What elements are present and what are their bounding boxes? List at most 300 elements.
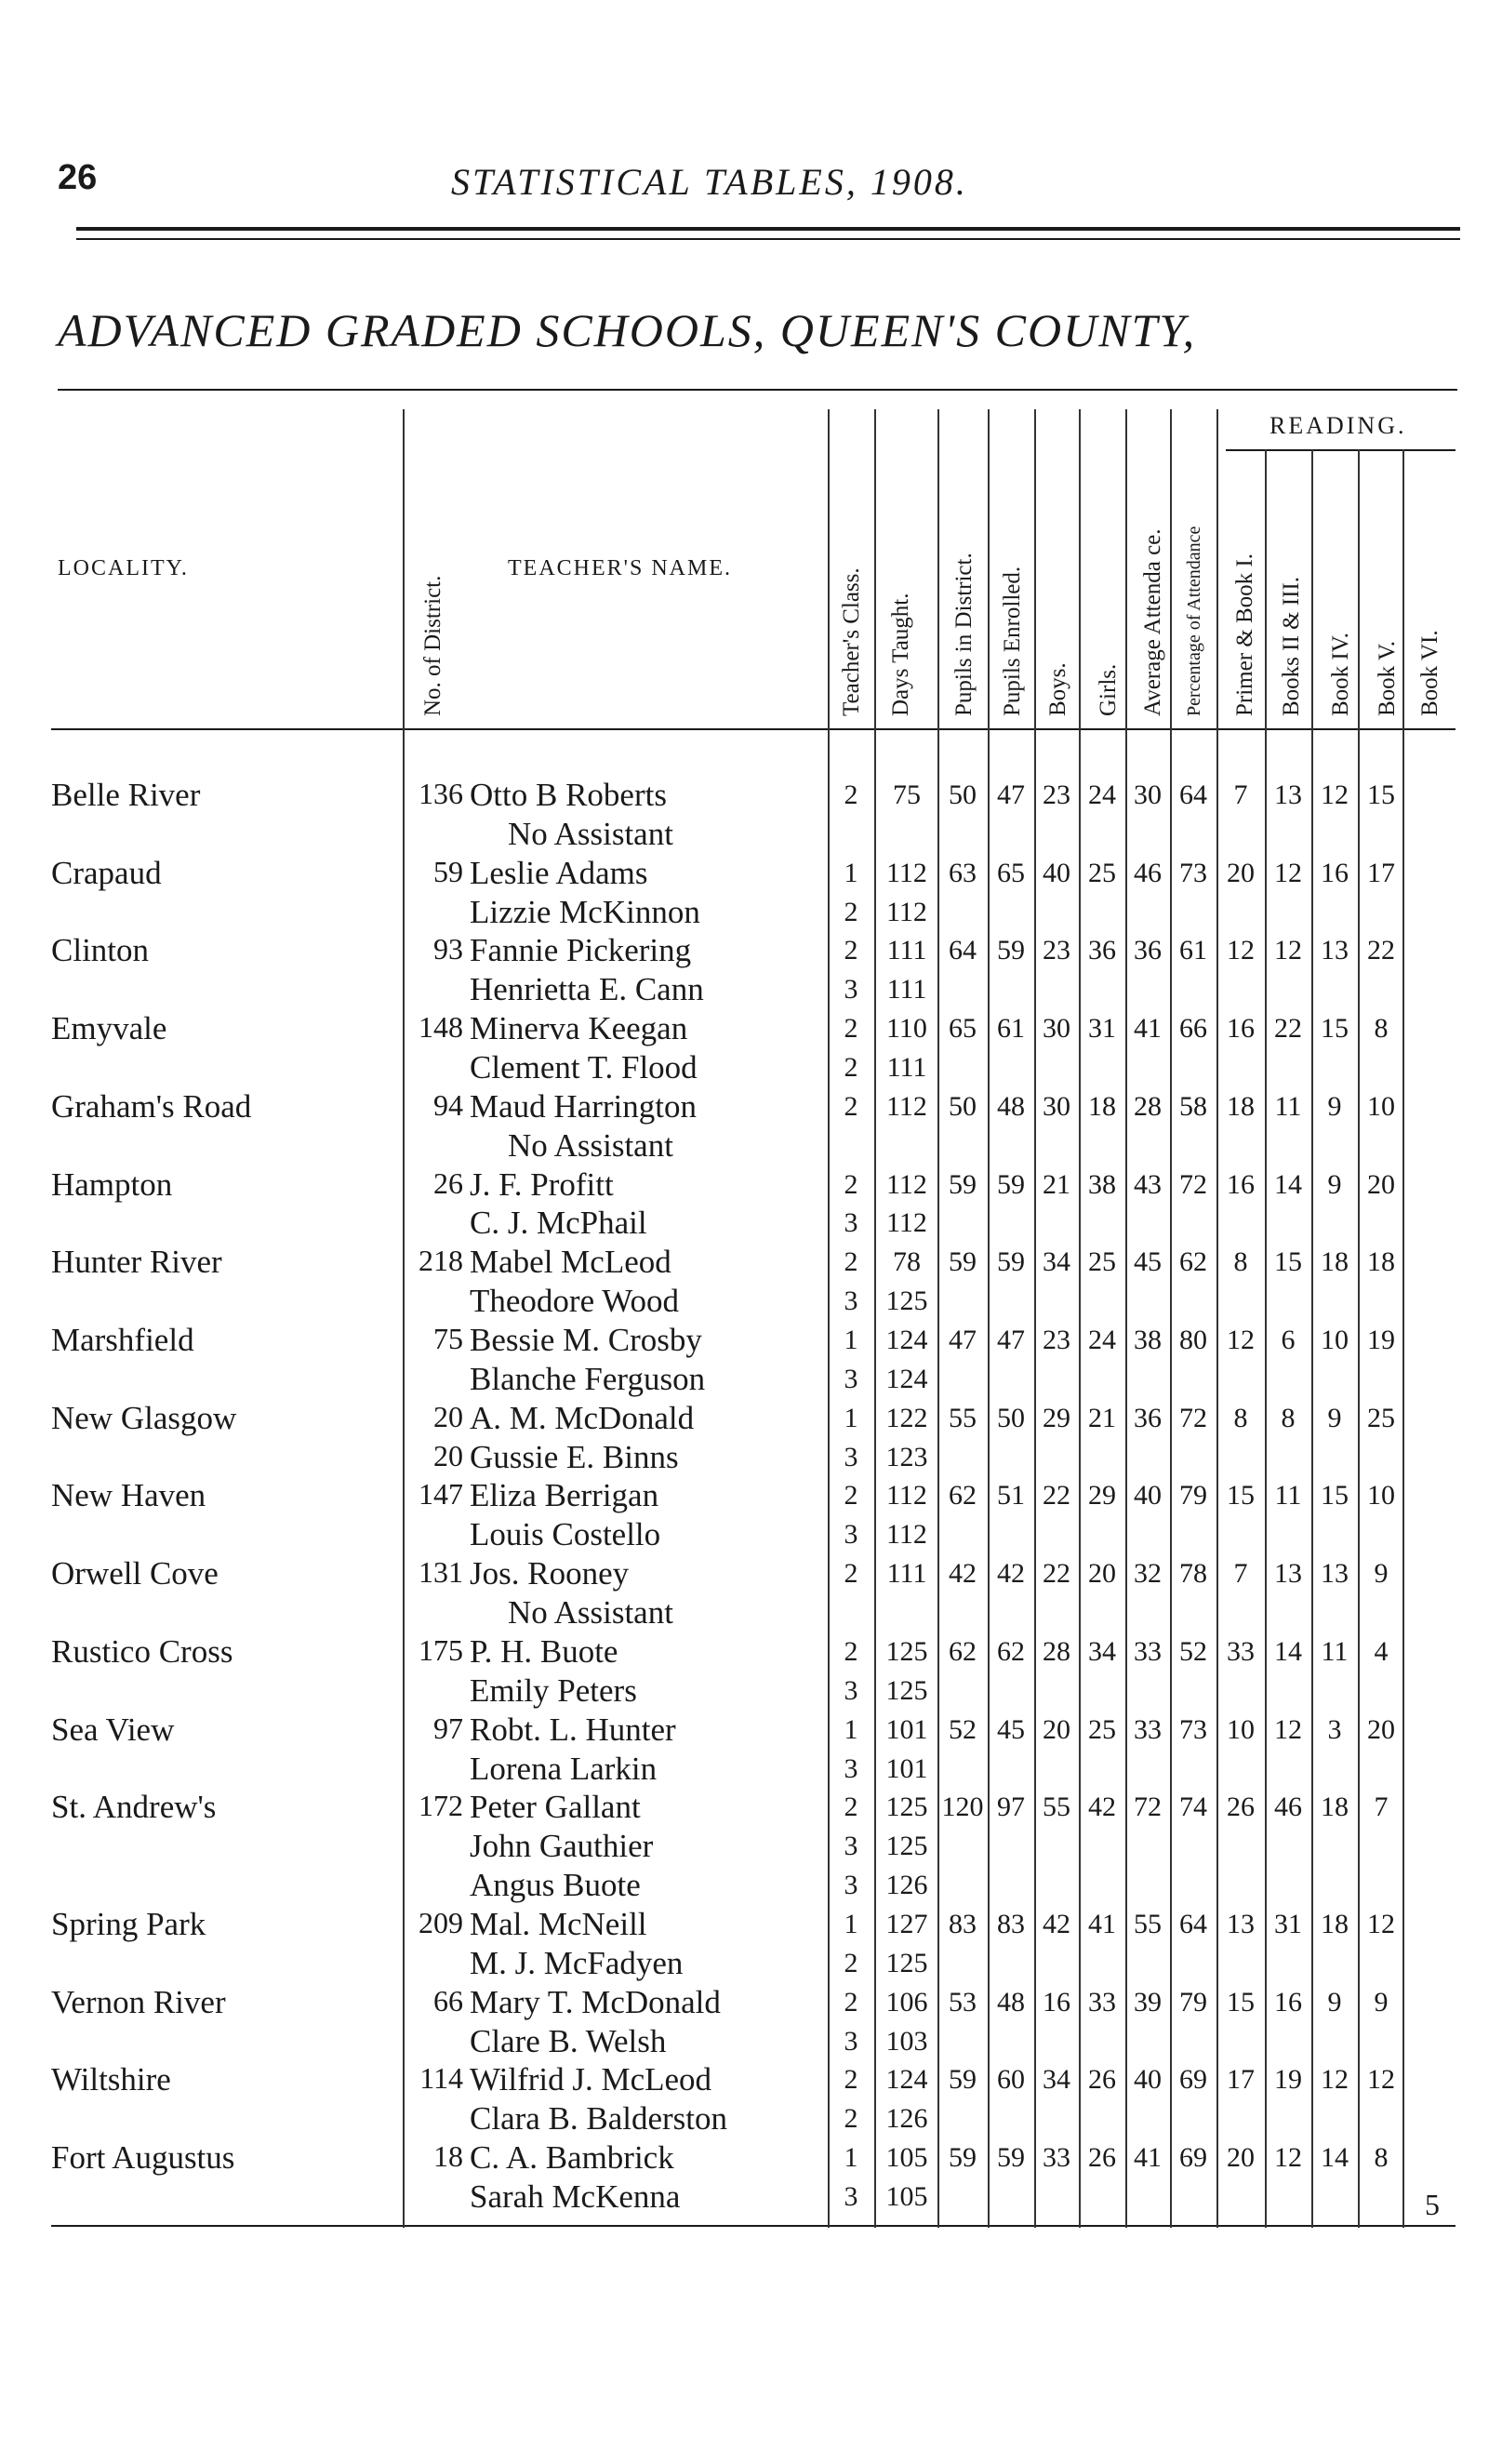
girls-cell: 25 — [1088, 1714, 1116, 1745]
district-cell: 20 — [433, 1400, 463, 1433]
b1-cell: 10 — [1227, 1714, 1255, 1745]
table-bottom-rule — [51, 2225, 1455, 2227]
pe-cell: 97 — [997, 1791, 1025, 1822]
cls-cell: 3 — [844, 1207, 858, 1238]
days-cell: 124 — [885, 2064, 928, 2095]
header-avg-attendance: Average Attenda ce. — [1140, 528, 1165, 716]
avg-cell: 28 — [1134, 1091, 1162, 1122]
boys-cell: 16 — [1043, 1987, 1070, 2018]
teacher-cell: C. A. Bambrick — [470, 2139, 674, 2176]
days-cell: 106 — [885, 1987, 928, 2018]
district-cell: 136 — [419, 777, 463, 810]
pd-cell: 59 — [949, 1246, 977, 1277]
b1-cell: 12 — [1227, 935, 1255, 966]
pe-cell: 48 — [997, 1091, 1025, 1122]
header-boys: Boys. — [1045, 662, 1070, 716]
teacher-cell: Henrietta E. Cann — [470, 971, 704, 1007]
locality-cell: New Haven — [51, 1477, 206, 1513]
boys-cell: 20 — [1043, 1714, 1070, 1745]
days-cell: 125 — [885, 1831, 928, 1861]
teacher-cell: Clara B. Balderston — [470, 2100, 728, 2137]
b1-cell: 18 — [1227, 1091, 1255, 1122]
pct-cell: 52 — [1179, 1636, 1207, 1667]
pct-cell: 69 — [1179, 2142, 1207, 2173]
avg-cell: 72 — [1134, 1791, 1162, 1822]
cls-cell: 1 — [844, 1403, 858, 1433]
teacher-cell: Emily Peters — [470, 1672, 637, 1709]
pd-cell: 62 — [949, 1480, 977, 1511]
locality-cell: Rustico Cross — [51, 1633, 233, 1670]
teacher-cell: Clare B. Welsh — [470, 2023, 667, 2059]
days-cell: 111 — [886, 935, 927, 966]
b1-cell: 15 — [1227, 1987, 1255, 2018]
header-book-5: Book V. — [1375, 640, 1400, 716]
header-pct-attendance: Percentage of Attendance — [1184, 526, 1204, 716]
double-rule-top — [76, 227, 1460, 231]
reading-rule — [1226, 449, 1455, 451]
table-title: ADVANCED GRADED SCHOOLS, QUEEN'S COUNTY, — [58, 304, 1197, 356]
cls-cell: 2 — [844, 1636, 858, 1667]
b5-cell: 10 — [1367, 1480, 1395, 1511]
pd-cell: 63 — [949, 858, 977, 888]
pct-cell: 79 — [1179, 1480, 1207, 1511]
b1-cell: 20 — [1227, 2142, 1255, 2173]
avg-cell: 55 — [1134, 1909, 1162, 1939]
b23-cell: 11 — [1274, 1480, 1302, 1511]
header-teacher: TEACHER'S NAME. — [508, 556, 732, 580]
district-cell: 66 — [433, 1984, 463, 2018]
days-cell: 112 — [886, 1480, 927, 1511]
pe-cell: 59 — [997, 1246, 1025, 1277]
b5-cell: 8 — [1374, 1013, 1389, 1044]
teacher-cell: No Assistant — [508, 1127, 673, 1164]
district-cell: 20 — [433, 1439, 463, 1472]
pe-cell: 62 — [997, 1636, 1025, 1667]
teacher-cell: Bessie M. Crosby — [470, 1322, 702, 1358]
cls-cell: 1 — [844, 2142, 858, 2173]
cls-cell: 2 — [844, 1948, 858, 1978]
locality-cell: Vernon River — [51, 1984, 226, 2020]
days-cell: 75 — [893, 779, 921, 810]
locality-cell: Spring Park — [51, 1906, 206, 1942]
b4-cell: 9 — [1327, 1169, 1342, 1200]
district-cell: 97 — [433, 1711, 463, 1745]
cls-cell: 1 — [844, 858, 858, 888]
b5-cell: 12 — [1367, 1909, 1395, 1939]
avg-cell: 39 — [1134, 1987, 1162, 2018]
teacher-cell: Eliza Berrigan — [470, 1477, 659, 1513]
b23-cell: 12 — [1274, 935, 1302, 966]
cls-cell: 2 — [844, 1558, 858, 1589]
b5-cell: 17 — [1367, 858, 1395, 888]
avg-cell: 40 — [1134, 1480, 1162, 1511]
header-reading: READING. — [1269, 412, 1407, 439]
cls-cell: 2 — [844, 1169, 858, 1200]
teacher-cell: Angus Buote — [470, 1867, 641, 1903]
b23-cell: 12 — [1274, 1714, 1302, 1745]
b23-cell: 12 — [1274, 858, 1302, 888]
teacher-cell: Blanche Ferguson — [470, 1361, 706, 1397]
b1-cell: 16 — [1227, 1169, 1255, 1200]
teacher-cell: Mabel McLeod — [470, 1244, 671, 1280]
teacher-cell: C. J. McPhail — [470, 1205, 647, 1241]
teacher-cell: J. F. Profitt — [470, 1166, 614, 1203]
pe-cell: 61 — [997, 1013, 1025, 1044]
b23-cell: 19 — [1274, 2064, 1302, 2095]
b5-cell: 22 — [1367, 935, 1395, 966]
b5-cell: 9 — [1374, 1987, 1389, 2018]
b23-cell: 14 — [1274, 1169, 1302, 1200]
locality-cell: Marshfield — [51, 1322, 194, 1358]
avg-cell: 36 — [1134, 935, 1162, 966]
pct-cell: 74 — [1179, 1791, 1207, 1822]
district-cell: 172 — [419, 1789, 463, 1822]
teacher-cell: Leslie Adams — [470, 855, 648, 891]
pd-cell: 83 — [949, 1909, 977, 1939]
teacher-cell: Gussie E. Binns — [470, 1439, 679, 1475]
b4-cell: 3 — [1327, 1714, 1342, 1745]
locality-cell: New Glasgow — [51, 1400, 237, 1436]
b4-cell: 18 — [1321, 1791, 1349, 1822]
pd-cell: 50 — [949, 1091, 977, 1122]
district-cell: 59 — [433, 855, 463, 888]
b1-cell: 26 — [1227, 1791, 1255, 1822]
cls-cell: 2 — [844, 779, 858, 810]
district-cell: 147 — [419, 1477, 463, 1511]
teacher-cell: Fannie Pickering — [470, 932, 692, 968]
pe-cell: 59 — [997, 2142, 1025, 2173]
b5-cell: 20 — [1367, 1714, 1395, 1745]
days-cell: 103 — [885, 2026, 928, 2057]
pd-cell: 52 — [949, 1714, 977, 1745]
b23-cell: 16 — [1274, 1987, 1302, 2018]
cls-cell: 3 — [844, 1285, 858, 1316]
girls-cell: 25 — [1088, 858, 1116, 888]
teacher-cell: Wilfrid J. McLeod — [470, 2061, 712, 2098]
days-cell: 111 — [886, 974, 927, 1005]
teacher-cell: Minerva Keegan — [470, 1010, 688, 1046]
b1-cell: 7 — [1233, 1558, 1248, 1589]
district-cell: 26 — [433, 1166, 463, 1200]
cls-cell: 2 — [844, 1091, 858, 1122]
teacher-cell: Robt. L. Hunter — [470, 1711, 676, 1748]
pe-cell: 50 — [997, 1403, 1025, 1433]
avg-cell: 38 — [1134, 1325, 1162, 1355]
district-cell: 209 — [419, 1906, 463, 1939]
boys-cell: 22 — [1043, 1480, 1070, 1511]
b23-cell: 6 — [1281, 1325, 1296, 1355]
girls-cell: 24 — [1088, 1325, 1116, 1355]
pe-cell: 59 — [997, 935, 1025, 966]
page-number: 26 — [58, 158, 98, 197]
pct-cell: 79 — [1179, 1987, 1207, 2018]
header-days-taught: Days Taught. — [888, 593, 913, 716]
b23-cell: 15 — [1274, 1246, 1302, 1277]
days-cell: 112 — [886, 1091, 927, 1122]
avg-cell: 45 — [1134, 1246, 1162, 1277]
teacher-cell: M. J. McFadyen — [470, 1945, 684, 1981]
b4-cell: 9 — [1327, 1987, 1342, 2018]
b23-cell: 8 — [1281, 1403, 1296, 1433]
header-teacher-class: Teacher's Class. — [839, 567, 864, 716]
double-rule-bottom — [76, 238, 1460, 240]
pct-cell: 73 — [1179, 858, 1207, 888]
cls-cell: 3 — [844, 1519, 858, 1550]
b5-cell: 20 — [1367, 1169, 1395, 1200]
header-girls: Girls. — [1096, 663, 1121, 716]
pct-cell: 78 — [1179, 1558, 1207, 1589]
column-rule — [1125, 409, 1127, 2228]
girls-cell: 33 — [1088, 1987, 1116, 2018]
column-rule — [403, 409, 405, 2228]
b5-cell: 19 — [1367, 1325, 1395, 1355]
avg-cell: 33 — [1134, 1714, 1162, 1745]
district-cell: 218 — [419, 1244, 463, 1277]
header-pupils-enrolled: Pupils Enrolled. — [1000, 566, 1025, 716]
pct-cell: 73 — [1179, 1714, 1207, 1745]
boys-cell: 55 — [1043, 1791, 1070, 1822]
cls-cell: 3 — [844, 1675, 858, 1706]
b23-cell: 13 — [1274, 1558, 1302, 1589]
cls-cell: 1 — [844, 1909, 858, 1939]
girls-cell: 29 — [1088, 1480, 1116, 1511]
b5-cell: 9 — [1374, 1558, 1389, 1589]
cls-cell: 2 — [844, 1480, 858, 1511]
avg-cell: 46 — [1134, 858, 1162, 888]
header-locality: LOCALITY. — [58, 556, 189, 580]
title-rule — [58, 389, 1457, 391]
cls-cell: 3 — [844, 974, 858, 1005]
cls-cell: 3 — [844, 1442, 858, 1472]
teacher-cell: John Gauthier — [470, 1828, 654, 1864]
b4-cell: 13 — [1321, 935, 1349, 966]
days-cell: 123 — [885, 1442, 928, 1472]
girls-cell: 41 — [1088, 1909, 1116, 1939]
cls-cell: 2 — [844, 897, 858, 927]
pd-cell: 120 — [941, 1791, 984, 1822]
column-rule — [937, 409, 939, 2228]
days-cell: 125 — [885, 1285, 928, 1316]
days-cell: 112 — [886, 858, 927, 888]
cls-cell: 3 — [844, 2181, 858, 2212]
cls-cell: 2 — [844, 1013, 858, 1044]
b23-cell: 46 — [1274, 1791, 1302, 1822]
locality-cell: Emyvale — [51, 1010, 167, 1046]
avg-cell: 43 — [1134, 1169, 1162, 1200]
pd-cell: 42 — [949, 1558, 977, 1589]
b4-cell: 18 — [1321, 1246, 1349, 1277]
girls-cell: 24 — [1088, 779, 1116, 810]
pe-cell: 60 — [997, 2064, 1025, 2095]
cls-cell: 2 — [844, 2064, 858, 2095]
locality-cell: Belle River — [51, 777, 201, 813]
b1-cell: 33 — [1227, 1636, 1255, 1667]
days-cell: 112 — [886, 1207, 927, 1238]
b4-cell: 16 — [1321, 858, 1349, 888]
pct-cell: 62 — [1179, 1246, 1207, 1277]
pd-cell: 47 — [949, 1325, 977, 1355]
district-cell: 175 — [419, 1633, 463, 1667]
days-cell: 125 — [885, 1948, 928, 1978]
days-cell: 127 — [885, 1909, 928, 1939]
b5-cell: 15 — [1367, 779, 1395, 810]
boys-cell: 42 — [1043, 1909, 1070, 1939]
teacher-cell: Peter Gallant — [470, 1789, 641, 1825]
b4-cell: 14 — [1321, 2142, 1349, 2173]
girls-cell: 38 — [1088, 1169, 1116, 1200]
cls-cell: 2 — [844, 1246, 858, 1277]
b1-cell: 15 — [1227, 1480, 1255, 1511]
days-cell: 111 — [886, 1558, 927, 1589]
cls-cell: 2 — [844, 935, 858, 966]
boys-cell: 21 — [1043, 1169, 1070, 1200]
pct-cell: 66 — [1179, 1013, 1207, 1044]
locality-cell: St. Andrew's — [51, 1789, 217, 1825]
pe-cell: 48 — [997, 1987, 1025, 2018]
pct-cell: 72 — [1179, 1169, 1207, 1200]
teacher-cell: Clement T. Flood — [470, 1049, 698, 1085]
teacher-cell: Mary T. McDonald — [470, 1984, 721, 2020]
cls-cell: 3 — [844, 2026, 858, 2057]
header-pupils-district: Pupils in District. — [951, 553, 977, 716]
girls-cell: 36 — [1088, 935, 1116, 966]
running-head: STATISTICAL TABLES, 1908. — [451, 161, 968, 203]
b23-cell: 22 — [1274, 1013, 1302, 1044]
days-cell: 101 — [885, 1714, 928, 1745]
teacher-cell: Lizzie McKinnon — [470, 894, 700, 930]
district-cell: 93 — [433, 932, 463, 966]
teacher-cell: Theodore Wood — [470, 1283, 679, 1319]
b4-cell: 9 — [1327, 1403, 1342, 1433]
boys-cell: 40 — [1043, 858, 1070, 888]
pd-cell: 62 — [949, 1636, 977, 1667]
district-cell: 148 — [419, 1010, 463, 1044]
pct-cell: 61 — [1179, 935, 1207, 966]
boys-cell: 23 — [1043, 1325, 1070, 1355]
pe-cell: 65 — [997, 858, 1025, 888]
cls-cell: 2 — [844, 1052, 858, 1083]
b1-cell: 8 — [1233, 1403, 1248, 1433]
boys-cell: 23 — [1043, 779, 1070, 810]
pct-cell: 58 — [1179, 1091, 1207, 1122]
boys-cell: 34 — [1043, 2064, 1070, 2095]
b4-cell: 12 — [1321, 2064, 1349, 2095]
district-cell: 114 — [419, 2061, 463, 2095]
teacher-cell: Mal. McNeill — [470, 1906, 647, 1942]
b5-cell: 4 — [1374, 1636, 1389, 1667]
days-cell: 124 — [885, 1325, 928, 1355]
days-cell: 122 — [885, 1403, 928, 1433]
days-cell: 125 — [885, 1791, 928, 1822]
pe-cell: 47 — [997, 1325, 1025, 1355]
header-primer: Primer & Book I. — [1232, 553, 1257, 716]
b5-cell: 18 — [1367, 1246, 1395, 1277]
locality-cell: Wiltshire — [51, 2061, 171, 2098]
b1-cell: 20 — [1227, 858, 1255, 888]
b23-cell: 12 — [1274, 2142, 1302, 2173]
locality-cell: Fort Augustus — [51, 2139, 235, 2176]
pd-cell: 50 — [949, 779, 977, 810]
avg-cell: 41 — [1134, 1013, 1162, 1044]
locality-cell: Hunter River — [51, 1244, 222, 1280]
locality-cell: Sea View — [51, 1711, 175, 1748]
locality-cell: Crapaud — [51, 855, 162, 891]
pct-cell: 80 — [1179, 1325, 1207, 1355]
pd-cell: 64 — [949, 935, 977, 966]
b4-cell: 12 — [1321, 779, 1349, 810]
avg-cell: 41 — [1134, 2142, 1162, 2173]
pe-cell: 51 — [997, 1480, 1025, 1511]
girls-cell: 25 — [1088, 1246, 1116, 1277]
days-cell: 125 — [885, 1636, 928, 1667]
days-cell: 125 — [885, 1675, 928, 1706]
locality-cell: Hampton — [51, 1166, 173, 1203]
b5-cell: 10 — [1367, 1091, 1395, 1122]
boys-cell: 23 — [1043, 935, 1070, 966]
days-cell: 105 — [885, 2142, 928, 2173]
girls-cell: 18 — [1088, 1091, 1116, 1122]
column-rule — [1034, 409, 1036, 2228]
boys-cell: 22 — [1043, 1558, 1070, 1589]
boys-cell: 29 — [1043, 1403, 1070, 1433]
header-books-2-3: Books II & III. — [1279, 577, 1304, 716]
b5-cell: 25 — [1367, 1403, 1395, 1433]
pct-cell: 64 — [1179, 779, 1207, 810]
days-cell: 112 — [886, 1169, 927, 1200]
b5-cell: 7 — [1374, 1791, 1389, 1822]
b1-cell: 8 — [1233, 1246, 1248, 1277]
teacher-cell: No Assistant — [508, 1594, 673, 1631]
b4-cell: 18 — [1321, 1909, 1349, 1939]
district-cell: 94 — [433, 1088, 463, 1122]
pd-cell: 59 — [949, 2142, 977, 2173]
boys-cell: 34 — [1043, 1246, 1070, 1277]
days-cell: 101 — [885, 1753, 928, 1784]
days-cell: 110 — [886, 1013, 927, 1044]
cls-cell: 3 — [844, 1831, 858, 1861]
pd-cell: 53 — [949, 1987, 977, 2018]
b23-cell: 31 — [1274, 1909, 1302, 1939]
district-cell: 131 — [419, 1555, 463, 1589]
district-cell: 75 — [433, 1322, 463, 1355]
teacher-cell: Lorena Larkin — [470, 1751, 658, 1787]
pct-cell: 69 — [1179, 2064, 1207, 2095]
pct-cell: 72 — [1179, 1403, 1207, 1433]
cls-cell: 3 — [844, 1870, 858, 1900]
header-book-6: Book VI. — [1417, 630, 1442, 716]
b1-cell: 16 — [1227, 1013, 1255, 1044]
b4-cell: 11 — [1321, 1636, 1349, 1667]
teacher-cell: Maud Harrington — [470, 1088, 697, 1125]
b1-cell: 13 — [1227, 1909, 1255, 1939]
teacher-cell: P. H. Buote — [470, 1633, 618, 1670]
days-cell: 111 — [886, 1052, 927, 1083]
b23-cell: 13 — [1274, 779, 1302, 810]
cls-cell: 1 — [844, 1714, 858, 1745]
pd-cell: 59 — [949, 2064, 977, 2095]
b1-cell: 12 — [1227, 1325, 1255, 1355]
b4-cell: 10 — [1321, 1325, 1349, 1355]
avg-cell: 33 — [1134, 1636, 1162, 1667]
cls-cell: 1 — [844, 1325, 858, 1355]
cls-cell: 2 — [844, 2103, 858, 2134]
pct-cell: 64 — [1179, 1909, 1207, 1939]
teacher-cell: A. M. McDonald — [470, 1400, 695, 1436]
avg-cell: 30 — [1134, 779, 1162, 810]
girls-cell: 26 — [1088, 2142, 1116, 2173]
cls-cell: 3 — [844, 1753, 858, 1784]
cls-cell: 2 — [844, 1791, 858, 1822]
